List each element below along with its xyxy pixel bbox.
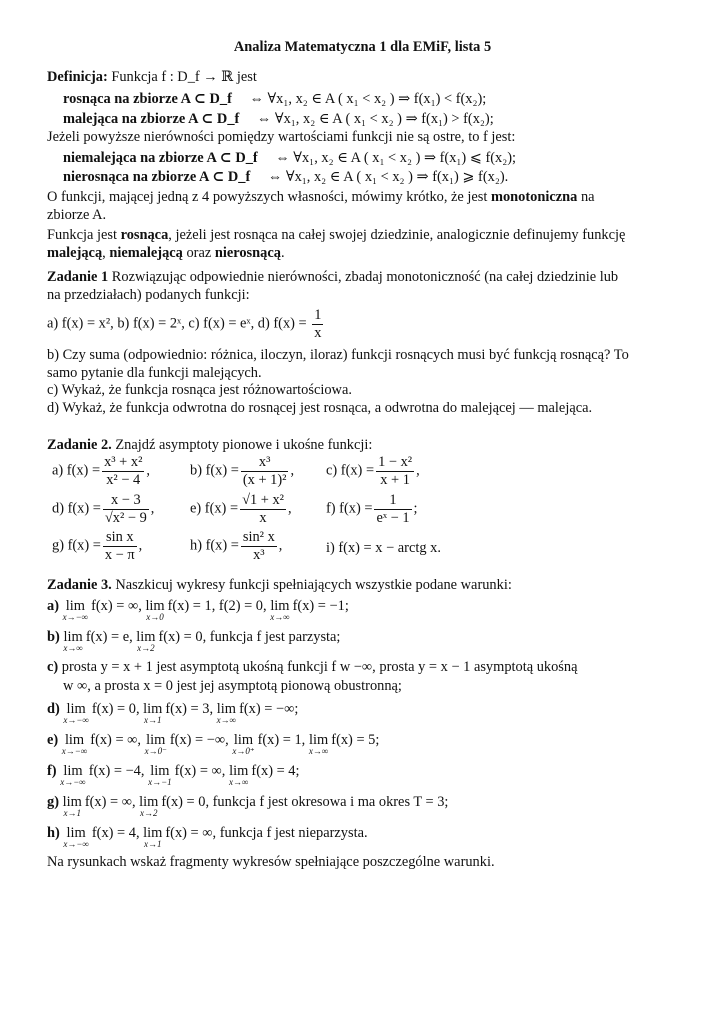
page-title: Analiza Matematyczna 1 dla EMiF, lista 5 [233,39,492,55]
task3-footer: Na rysunkach wskaż fragmenty wykresów spełniające poszczególne warunki. [47,854,495,870]
task1-intro: Zadanie 1 Rozwiązując odpowiednie nierówności, zbadaj monotoniczność (na całej dziedzinie lub [47,269,619,285]
task3-c: c) prosta y = x + 1 jest asymptotą ukośną funkcji f w −∞, prosta y = x − 1 asymptotą ukośną [47,659,578,675]
task3-b: b) lim x→∞ f(x) = e, lim x→2 f(x) = 0, funkcja f jest parzysta; [47,629,341,653]
definition-row: niemalejąca na zbiorze A ⊂ D_f ⇔ ∀x₁, x₂ ∈ A ( x₁ < x₂ ) ⇒ f(x₁) ⩽ f(x₂); [63,150,517,166]
task2-item: d) f(x) = $\frac{x - 3}{\text{√x² − 9}}$ , [52,492,155,526]
task3-a: a) lim x→−∞ f(x) = ∞, lim x→0 f(x) = 1, f(2) = 0, lim x→∞ f(x) = −1; [47,598,349,622]
definition-row: rosnąca na zbiorze A ⊂ D_f ⇔ ∀x₁, x₂ ∈ A ( x₁ < x₂ ) ⇒ f(x₁) < f(x₂); [63,91,487,107]
definition-row: malejąca na zbiorze A ⊂ D_f ⇔ ∀x₁, x₂ ∈ A ( x₁ < x₂ ) ⇒ f(x₁) > f(x₂); [63,111,494,127]
task1-b-2: samo pytanie dla funkcji malejących. [47,365,262,381]
task2-item: f) f(x) = $\frac{1}{\text{eˣ − 1}}$ ; [326,492,418,526]
task2-item: a) f(x) = $\frac{\text{x³ + x²}}{\text{x² − 4}}$ , [52,454,151,488]
task2-item: b) f(x) = $\frac{\text{x³}}{\text{(x + 1)²}}$ , [190,454,295,488]
definition-label: Definicja: [47,69,108,85]
task3-g: g) lim x→1 f(x) = ∞, lim x→2 f(x) = 0, funkcja f jest okresowa i ma okres T = 3; [47,794,449,818]
task1-c: c) Wykaż, że funkcja rosnąca jest różnowartościowa. [47,382,352,398]
task2-item: g) f(x) = $\frac{\text{sin x}}{x - \pi}$ , [52,529,143,563]
task2-item: i) f(x) = x − arctg x. [326,540,441,556]
task1-b: b) Czy suma (odpowiednio: różnica, iloczyn, iloraz) funkcji rosnących musi być funkcją rosnącą? To [47,347,629,363]
task3-h: h) lim x→−∞ f(x) = 4, lim x→1 f(x) = ∞, funkcja f jest nieparzysta. [47,825,368,849]
task1-d: d) Wykaż, że funkcja odwrotna do rosnącej jest rosnąca, a odwrotna do malejącej — malejąca. [47,400,593,416]
monotonic-text-2: zbiorze A. [47,207,107,223]
monotonic-text: O funkcji, mającej jedną z 4 powyższych własności, mówimy krótko, że jest monotoniczna na [47,189,595,205]
task2-item: h) f(x) = $\frac{\text{sin² x}}{\text{x³}}$ , [190,529,283,563]
task3-e: e) lim x→−∞ f(x) = ∞, lim x→0⁻ f(x) = −∞, lim x→0⁺ f(x) = 1, lim x→∞ f(x) = 5; [47,732,380,756]
task3-c-2: w ∞, a prosta x = 0 jest jej asymptotą pionową obustronną; [63,678,402,694]
fraction: $\frac{1}{x}$ [314,307,322,341]
increasing-text: Funkcja jest rosnąca, jeżeli jest rosnąca na całej swojej dziedzinie, analogicznie definujemy funkcję [47,227,626,243]
task1-a: a) f(x) = x², b) f(x) = 2ˣ, c) f(x) = eˣ, d) f(x) = $\frac{1}{x}$ [47,307,322,341]
task2-item: e) f(x) = $\frac{\text{√1 + x²}}{x}$ , [190,492,292,526]
increasing-text-2: malejącą, niemalejącą oraz nierosnącą. [47,245,285,261]
definition-row: nierosnąca na zbiorze A ⊂ D_f ⇔ ∀x₁, x₂ ∈ A ( x₁ < x₂ ) ⇒ f(x₁) ⩾ f(x₂). [63,169,509,185]
task3-d: d) lim x→−∞ f(x) = 0, lim x→1 f(x) = 3, lim x→∞ f(x) = −∞; [47,701,299,725]
task3-f: f) lim x→−∞ f(x) = −4, lim x→−1 f(x) = ∞, lim x→∞ f(x) = 4; [47,763,300,787]
task3-intro: Zadanie 3. Naszkicuj wykresy funkcji spełniających wszystkie podane warunki: [47,577,512,593]
definition-middle: Jeżeli powyższe nierówności pomiędzy wartościami funkcji nie są ostre, to f jest: [47,129,516,145]
task2-item: c) f(x) = $\frac{\text{1 − x²}}{x + 1}$ , [326,454,420,488]
task1-intro-2: na przedziałach) podanych funkcji: [47,287,250,303]
definition-intro: Definicja: Funkcja f : D_f → ℝ jest [47,69,257,85]
task2-intro: Zadanie 2. Znajdź asymptoty pionowe i ukośne funkcji: [47,437,373,453]
